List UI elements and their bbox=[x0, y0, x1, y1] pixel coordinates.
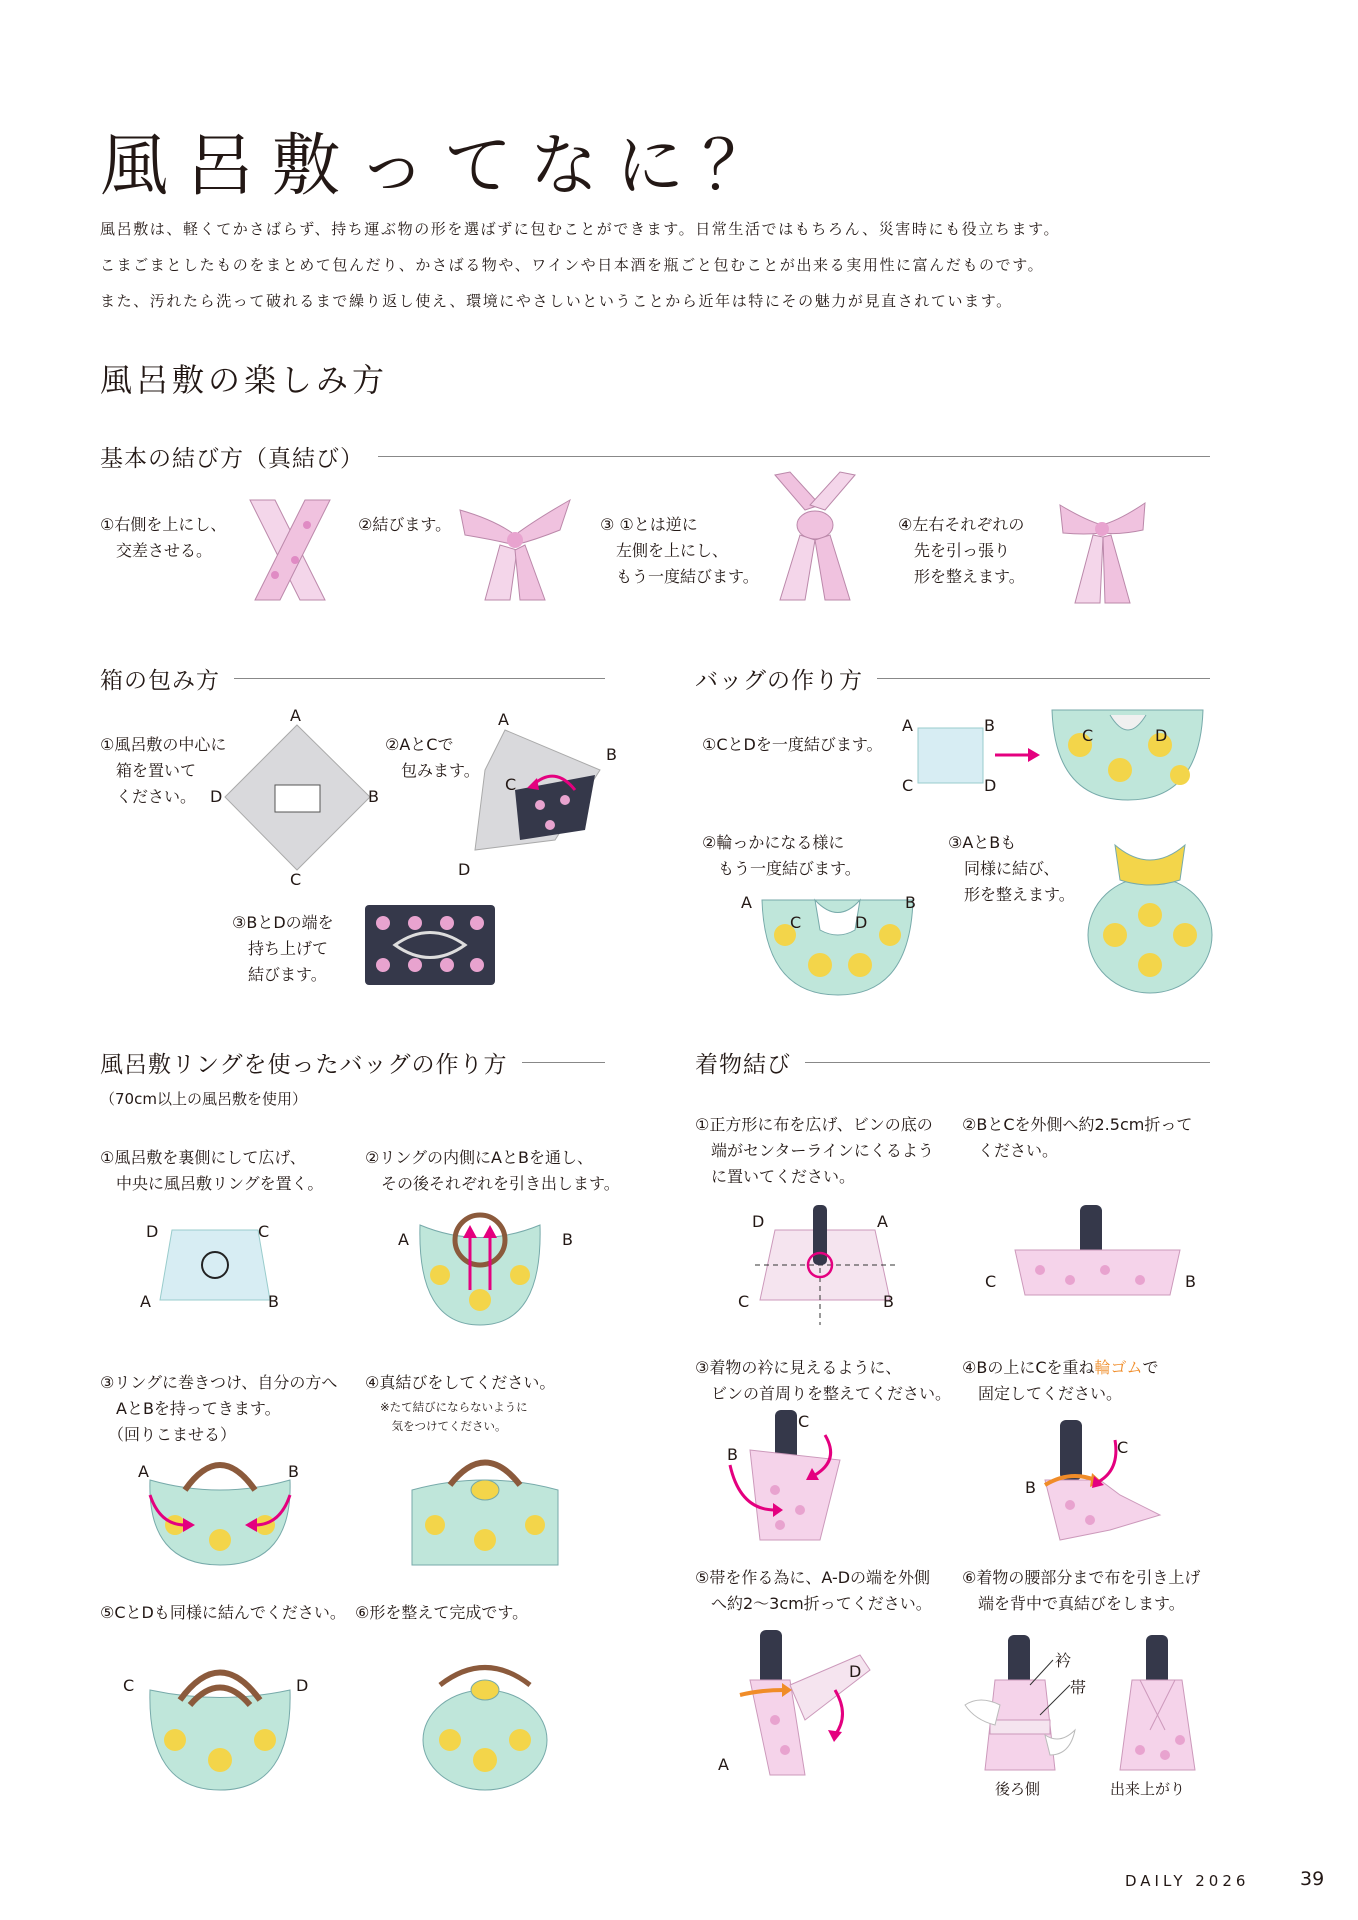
kimono-label-obi: 帯 bbox=[1070, 1678, 1087, 1697]
ring-step-5: ⑤CとDも同様に結んでください。 bbox=[100, 1603, 346, 1622]
ring-step-6: ⑥形を整えて完成です。 bbox=[355, 1603, 529, 1622]
kimono-step-4-post: で bbox=[1142, 1358, 1159, 1377]
bag3-letter-c: C bbox=[790, 913, 802, 932]
intro-line-3: また、汚れたら洗って破れるまで繰り返し使え、環境にやさしいということから近年は特にその魅力が見直されています。 bbox=[100, 292, 1013, 310]
ring-step-3: ③リングに巻きつけ、自分の方へ AとBを持ってきます。 （回りこませる） bbox=[100, 1373, 338, 1444]
box-knot-diagram bbox=[365, 905, 495, 985]
bag-square-diagram bbox=[918, 728, 983, 783]
box2-letter-a: A bbox=[498, 710, 509, 729]
kimono-step-5: ⑤帯を作る為に、A-Dの端を外側 へ約2～3cm折ってください。 bbox=[695, 1568, 932, 1613]
kimono-step-1: ①正方形に布を広げ、ビンの底の 端がセンターラインにくるよう に置いてください。 bbox=[695, 1115, 934, 1186]
bag-heading: バッグの作り方 bbox=[695, 662, 877, 695]
basic-step-2: ②結びます。 bbox=[358, 515, 452, 534]
kimono-step-2: ②BとCを外側へ約2.5cm折って ください。 bbox=[962, 1115, 1193, 1160]
kimono-step-4 bbox=[962, 1355, 1159, 1407]
page-number: 39 bbox=[1300, 1868, 1325, 1890]
ring-cloth-diagram bbox=[160, 1230, 270, 1300]
bag1-letter-d: D bbox=[984, 776, 997, 795]
kimono-step-6: ⑥着物の腰部分まで布を引き上げ 端を背中で真結びをします。 bbox=[962, 1568, 1201, 1613]
bag3-letter-b: B bbox=[905, 893, 916, 912]
ring1-letter-b: B bbox=[268, 1292, 279, 1311]
basic-step-3: ③ ①とは逆に 左側を上にし、 もう一度結びます。 bbox=[600, 515, 759, 586]
kimono2-letter-c: C bbox=[985, 1272, 997, 1291]
ring-knot-illustration bbox=[410, 1450, 560, 1565]
box2-letter-b: B bbox=[606, 745, 617, 764]
cross-cloth-illustration bbox=[245, 495, 335, 605]
box-cloth-diagram bbox=[225, 725, 370, 870]
box-step-1: ①風呂敷の中心に 箱を置いて ください。 bbox=[100, 735, 227, 806]
box-letter-b: B bbox=[368, 787, 379, 806]
kimono5-letter-a: A bbox=[718, 1755, 729, 1774]
bag-loop-illustration bbox=[760, 895, 915, 995]
knot-illustration bbox=[455, 490, 575, 605]
kimono3-letter-b: B bbox=[727, 1445, 738, 1464]
ring1-letter-a: A bbox=[140, 1292, 151, 1311]
ring-heading: 風呂敷リングを使ったバッグの作り方 bbox=[100, 1046, 522, 1079]
kimono-step-4-line2: 固定してください。 bbox=[962, 1384, 1123, 1403]
ring-pull-illustration bbox=[415, 1210, 545, 1325]
page-title: 風呂敷ってなに？ bbox=[100, 127, 789, 206]
box-step-3: ③BとDの端を 持ち上げて 結びます。 bbox=[232, 913, 334, 984]
bag1-letter-b: B bbox=[984, 716, 995, 735]
bag2-letter-d: D bbox=[1155, 726, 1168, 745]
ring1-letter-d: D bbox=[146, 1222, 159, 1241]
bag-finished-illustration bbox=[1085, 835, 1215, 995]
kimono1-letter-c: C bbox=[738, 1292, 750, 1311]
kimono-cloth-diagram bbox=[755, 1205, 895, 1305]
kimono5-letter-d: D bbox=[849, 1662, 862, 1681]
kimono-finished-illustration bbox=[1110, 1635, 1205, 1770]
ring2-letter-b: B bbox=[562, 1230, 573, 1249]
second-knot-illustration bbox=[765, 470, 865, 605]
kimono1-letter-b: B bbox=[883, 1292, 894, 1311]
finished-knot-illustration bbox=[1055, 495, 1150, 605]
box-letter-d: D bbox=[210, 787, 223, 806]
intro-line-1: 風呂敷は、軽くてかさばらず、持ち運ぶ物の形を選ばずに包むことができます。日常生活ではもちろん、災害時にも役立ちます。 bbox=[100, 220, 1061, 238]
kimono-step-3: ③着物の衿に見えるように、 ビンの首周りを整えてください。 bbox=[695, 1358, 952, 1403]
ring3-letter-b: B bbox=[288, 1462, 299, 1481]
kimono1-letter-a: A bbox=[877, 1212, 888, 1231]
section-title: 風呂敷の楽しみ方 bbox=[100, 361, 389, 399]
bag-step-3: ③AとBも 同様に結び、 形を整えます。 bbox=[948, 833, 1075, 904]
bag-step-2: ②輪っかになる様に もう一度結びます。 bbox=[702, 833, 861, 878]
ring3-letter-a: A bbox=[138, 1462, 149, 1481]
kimono-label-collar: 衿 bbox=[1055, 1651, 1072, 1670]
ring-wrap-illustration bbox=[145, 1450, 295, 1565]
intro-line-2: こまごまとしたものをまとめて包んだり、かさばる物や、ワインや日本酒を瓶ごと包むことが出来る実用性に富んだものです。 bbox=[100, 256, 1045, 274]
label-leader-lines bbox=[1025, 1660, 1085, 1720]
ring5-letter-c: C bbox=[123, 1676, 135, 1695]
kimono-obi-illustration bbox=[730, 1630, 880, 1780]
footer-brand: DAILY 2026 bbox=[1125, 1872, 1250, 1890]
basic-step-1: ①右側を上にし、 交差させる。 bbox=[100, 515, 227, 560]
box2-letter-d: D bbox=[458, 860, 471, 879]
kimono1-letter-d: D bbox=[752, 1212, 765, 1231]
ring1-letter-c: C bbox=[258, 1222, 270, 1241]
bag3-letter-a: A bbox=[741, 893, 752, 912]
ring-finished-illustration bbox=[420, 1660, 550, 1790]
ring-subheading: （70cm以上の風呂敷を使用） bbox=[100, 1090, 307, 1108]
ring-step-1: ①風呂敷を裏側にして広げ、 中央に風呂敷リングを置く。 bbox=[100, 1148, 324, 1193]
box-step-2: ②AとCで 包みます。 bbox=[385, 735, 480, 780]
box-fold-diagram bbox=[475, 730, 605, 860]
basic-step-4: ④左右それぞれの 先を引っ張り 形を整えます。 bbox=[898, 515, 1025, 586]
kimono-collar-illustration bbox=[720, 1410, 860, 1540]
kimono4-letter-c: C bbox=[1117, 1438, 1129, 1457]
kimono-caption-done: 出来上がり bbox=[1110, 1780, 1186, 1798]
ring-cd-knot-illustration bbox=[145, 1660, 295, 1790]
kimono-step-4-pre: ④Bの上にCを重ね bbox=[962, 1358, 1095, 1377]
box-heading: 箱の包み方 bbox=[100, 662, 234, 695]
kimono2-letter-b: B bbox=[1185, 1272, 1196, 1291]
bag3-letter-d: D bbox=[855, 913, 868, 932]
bag-tied-cd-illustration bbox=[1050, 705, 1205, 800]
kimono-rubber-band-illustration bbox=[1030, 1420, 1170, 1540]
bag1-letter-c: C bbox=[902, 776, 914, 795]
rubber-band-highlight: 輪ゴム bbox=[1094, 1358, 1143, 1377]
bag-step-1: ①CとDを一度結びます。 bbox=[702, 735, 883, 754]
kimono-heading: 着物結び bbox=[695, 1046, 805, 1079]
ring2-letter-a: A bbox=[398, 1230, 409, 1249]
basic-heading: 基本の結び方（真結び） bbox=[100, 440, 378, 473]
kimono4-letter-b: B bbox=[1025, 1478, 1036, 1497]
box-letter-c: C bbox=[290, 870, 302, 889]
arrow-right-icon bbox=[995, 745, 1040, 765]
kimono-fold-illustration bbox=[995, 1205, 1195, 1300]
bag1-letter-a: A bbox=[902, 716, 913, 735]
ring-note: ※たて結びにならないように 気をつけてください。 bbox=[380, 1400, 528, 1433]
kimono-caption-back: 後ろ側 bbox=[995, 1780, 1041, 1798]
box-letter-a: A bbox=[290, 706, 301, 725]
kimono3-letter-c: C bbox=[798, 1412, 810, 1431]
ring5-letter-d: D bbox=[296, 1676, 309, 1695]
bag2-letter-c: C bbox=[1082, 726, 1094, 745]
ring-step-2: ②リングの内側にAとBを通し、 その後それぞれを引き出します。 bbox=[365, 1148, 620, 1193]
box2-letter-c: C bbox=[505, 775, 517, 794]
ring-step-4: ④真結びをしてください。 bbox=[365, 1373, 556, 1392]
